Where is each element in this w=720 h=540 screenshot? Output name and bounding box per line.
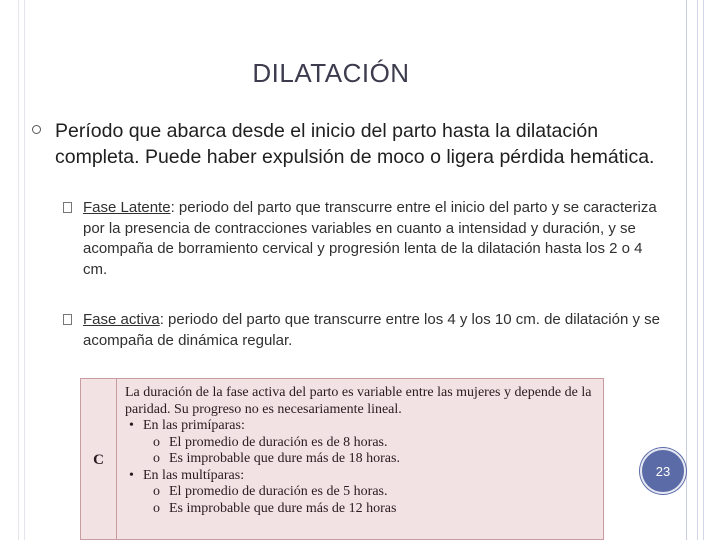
circle-bullet-icon: o xyxy=(153,451,160,466)
bullet-dot-icon: • xyxy=(129,418,134,433)
group-item: El promedio de duración es de 5 horas. xyxy=(169,484,388,499)
table-content xyxy=(125,385,595,517)
circle-bullet-icon xyxy=(32,125,41,134)
sub-bullet-text xyxy=(83,310,663,351)
grade-cell: C xyxy=(81,379,117,540)
main-bullet-text: Período que abarca desde el inicio del parto hasta la dilatación completa. Puede haber expulsión de moco o ligera pérdida hemática. xyxy=(55,120,655,168)
list-item xyxy=(125,451,595,468)
sub-bullet-active xyxy=(63,310,663,351)
list-item xyxy=(125,418,595,435)
group-item: El promedio de duración es de 8 horas. xyxy=(169,434,388,450)
table-intro: La duración de la fase activa del parto es variable entre las mujeres y depende de la paridad. Su progreso no es necesariamente lineal. xyxy=(125,385,592,417)
evidence-table-image xyxy=(80,378,604,540)
bullet-dot-icon: • xyxy=(129,467,134,483)
slide-title: DILATACIÓN xyxy=(252,58,410,88)
square-bullet-icon xyxy=(63,202,72,213)
page-number-badge: 23 xyxy=(640,448,686,494)
group-item: Es improbable que dure más de 18 horas. xyxy=(169,451,400,466)
slide-right-frame xyxy=(686,0,720,540)
group-heading: En las primíparas: xyxy=(143,418,245,433)
square-bullet-icon xyxy=(63,314,72,325)
sub-bullet-text xyxy=(83,198,663,280)
frame-line xyxy=(697,0,698,540)
circle-bullet-icon: o xyxy=(153,500,160,516)
list-item xyxy=(125,468,595,485)
list-item xyxy=(125,501,595,518)
group-item: Es improbable que dure más de 12 horas xyxy=(169,500,397,516)
sub-bullet-latent xyxy=(63,198,663,280)
main-bullet xyxy=(32,118,672,170)
list-item xyxy=(125,484,595,501)
list-item xyxy=(125,435,595,452)
circle-bullet-icon: o xyxy=(153,484,160,499)
circle-bullet-icon: o xyxy=(153,434,160,450)
frame-line xyxy=(703,0,704,540)
sub-bullet-body: : periodo del parto que transcurre entre los 4 y los 10 cm. de dilatación y se acompaña de dinámica regular. xyxy=(83,311,660,349)
sub-bullet-label: Fase activa xyxy=(83,311,160,328)
sub-bullet-body: : periodo del parto que transcurre entre el inicio del parto y se caracteriza por la presencia de contracciones variables en cuanto a intensidad y duración, y se acompaña de borramiento cervical y progresión lenta de la dilatación hasta los 2 o 4 cm. xyxy=(83,199,657,278)
sub-bullet-label: Fase Latente xyxy=(83,199,171,216)
group-heading: En las multíparas: xyxy=(143,467,245,483)
